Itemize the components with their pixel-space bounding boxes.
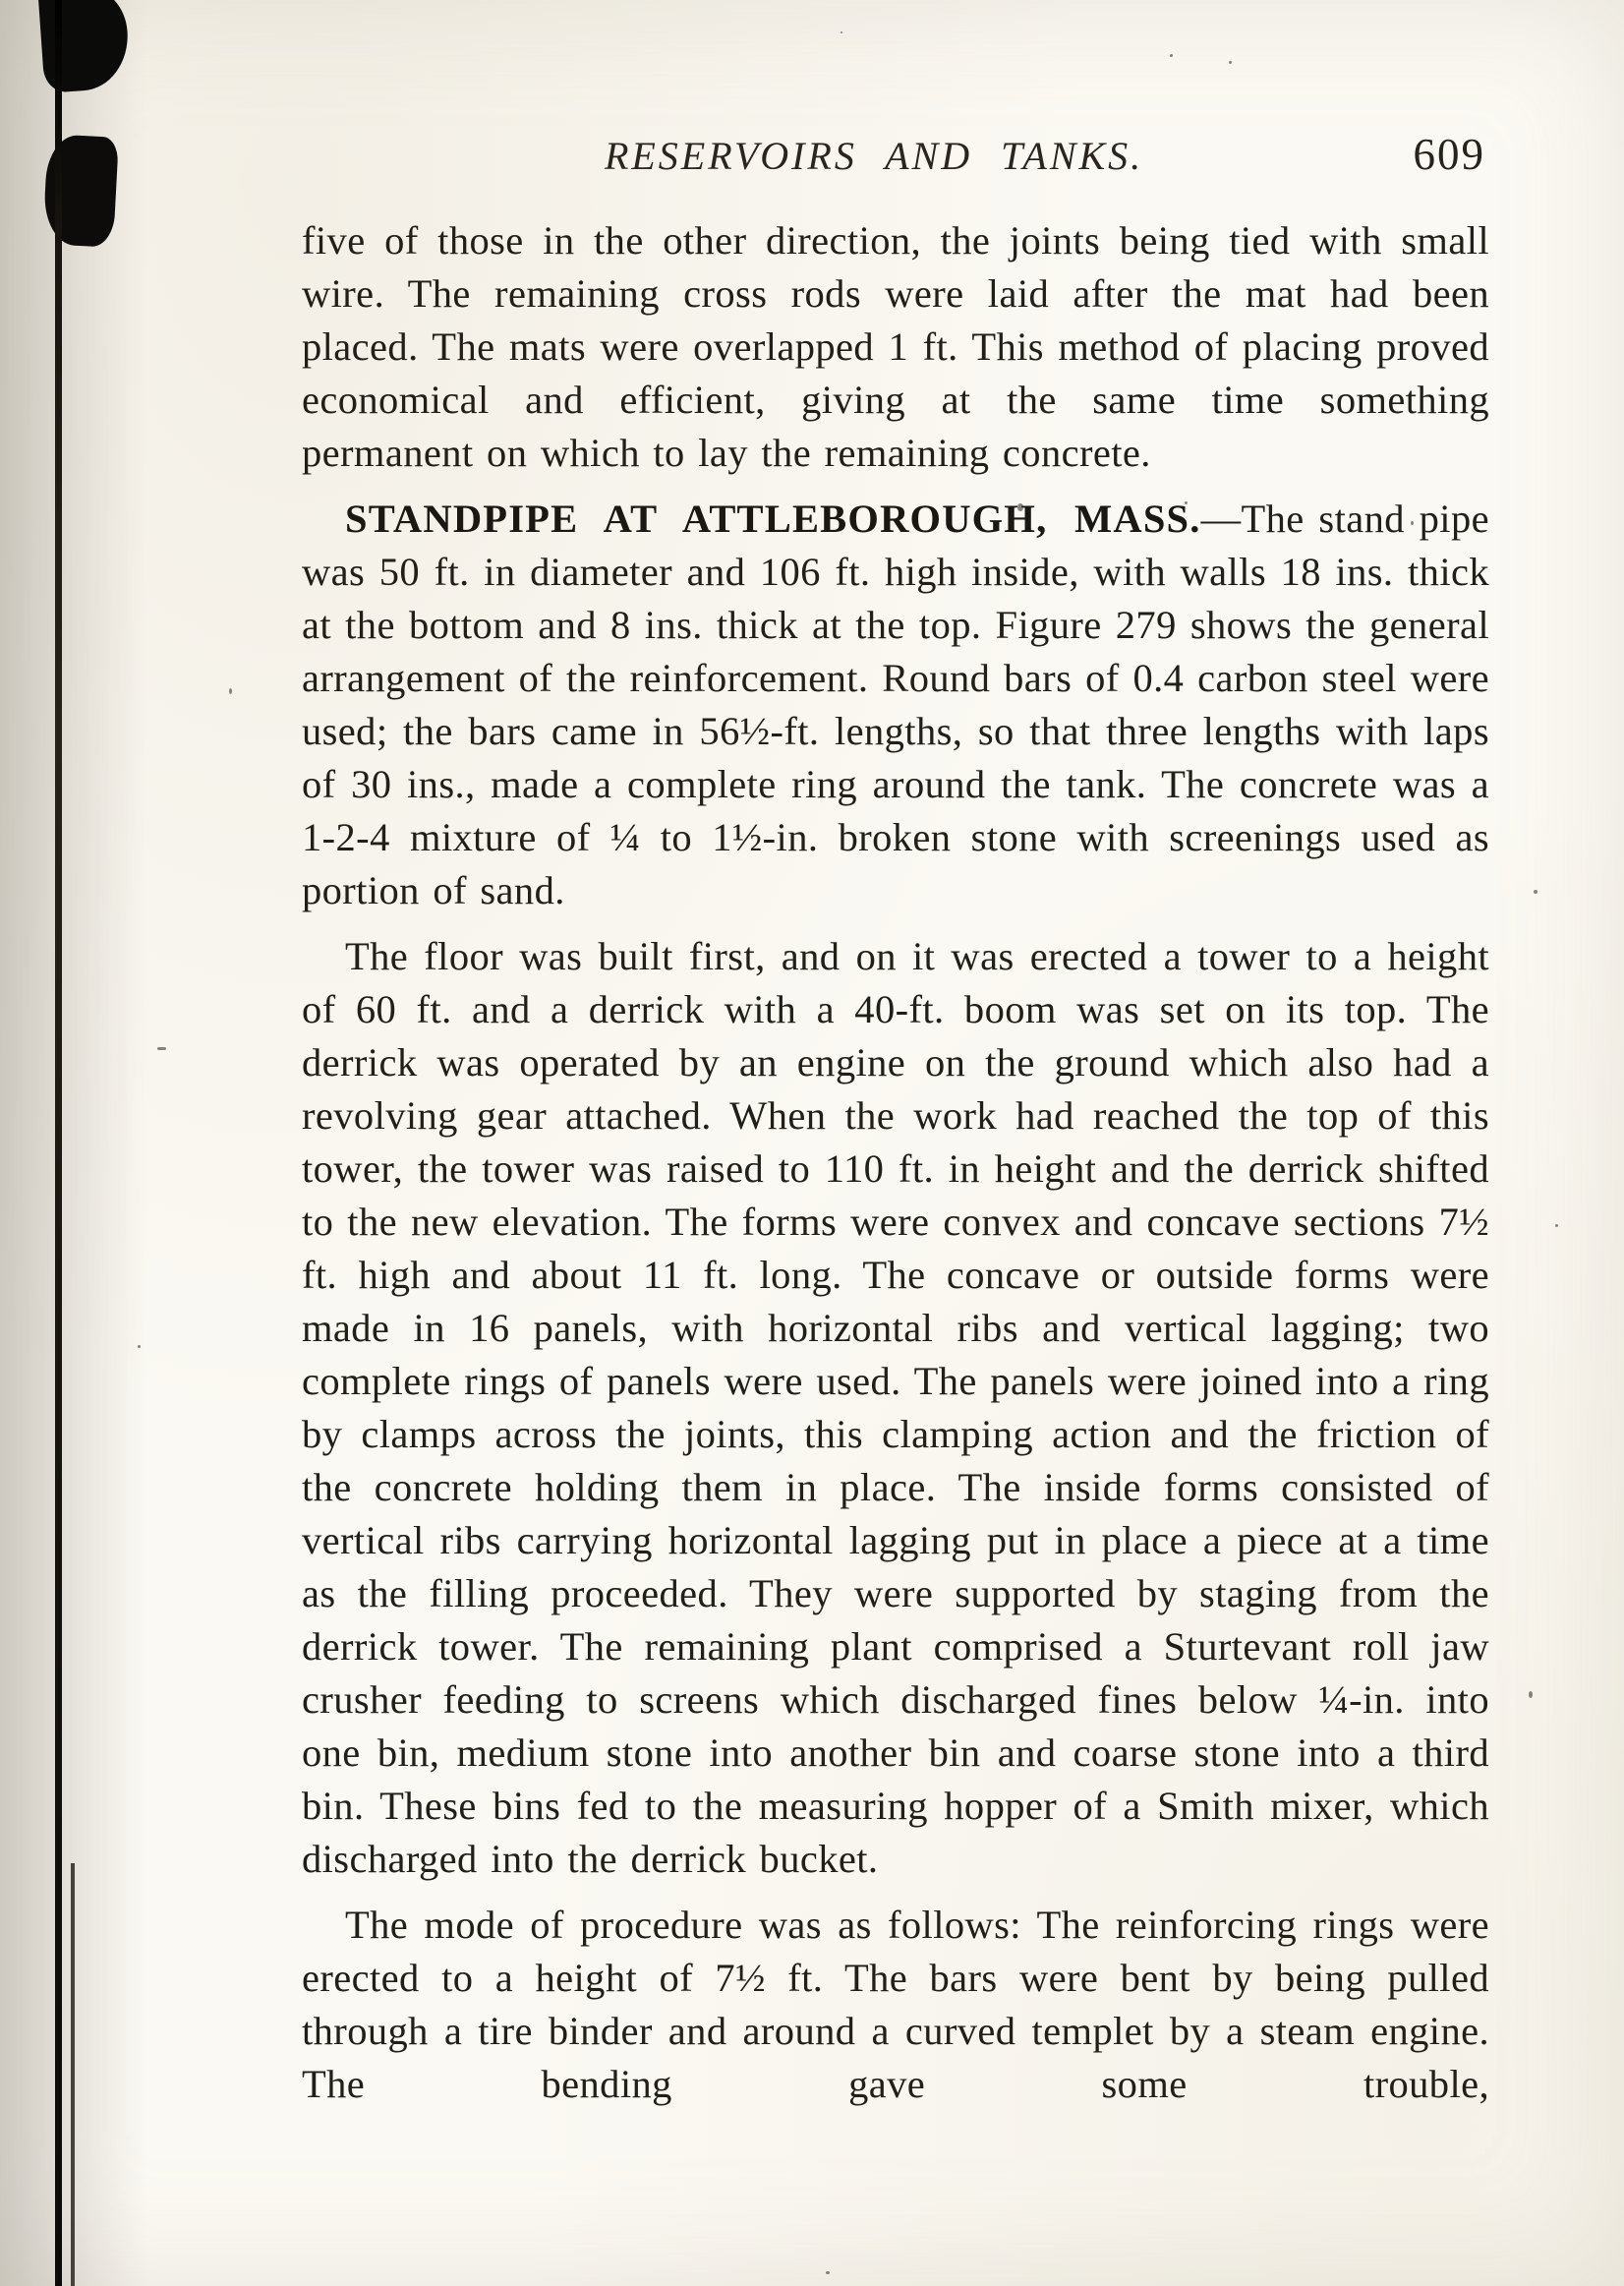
paragraph: five of those in the other direction, the joints being tied with small wire. The remaining cross rods were laid after the mat had been placed. The mats were overlapped 1 ft. This method of placing proved economical and efficient, giving at the same time something permanent on which to lay the remaining concrete.	[302, 218, 1489, 475]
scan-speck	[138, 1345, 141, 1348]
running-header-title: RESERVOIRS AND TANKS.	[604, 134, 1144, 178]
page-number: 609	[1413, 130, 1485, 179]
paragraph: The mode of procedure was as follows: The reinforcing rings were erected to a height of 7½ ft. The bars were bent by being pulled through a tire binder and around a curved templet by a steam engine. The bending gave some trouble,	[302, 1903, 1489, 2106]
scan-speck	[157, 1047, 166, 1050]
scan-speck	[1170, 54, 1173, 57]
paragraph: The floor was built first, and on it was erected a tower to a height of 60 ft. and a derrick with a 40-ft. boom was set on its top. The derrick was operated by an engine on the ground which also had a revolving gear attached. When the work had reached the top of this tower, the tower was raised to 110 ft. in height and the derrick shifted to the new elevation. The forms were convex and concave sections 7½ ft. high and about 11 ft. long. The concave or outside forms were made in 16 panels, with horizontal ribs and vertical lagging; two complete rings of panels were used. The panels were joined into a ring by clamps across the joints, this clamping action and the friction of the concrete holding them in place. The inside forms consisted of vertical ribs carrying horizontal lagging put in place a piece at a time as the filling proceeded. They were supported by staging from the derrick tower. The remaining plant comprised a Sturtevant roll jaw crusher feeding to screens which discharged fines below ¼-in. into one bin, medium stone into another bin and coarse stone into a third bin. These bins fed to the measuring hopper of a Smith mixer, which discharged into the derrick bucket.	[302, 934, 1489, 1881]
scan-speck	[841, 31, 842, 33]
scan-speck	[1529, 1691, 1533, 1698]
page-body	[302, 214, 1489, 2111]
ink-blot-second	[42, 134, 119, 248]
binding-line	[55, 0, 62, 2286]
scan-speck	[1534, 890, 1537, 894]
run-in-heading: STANDPIPE AT ATTLEBOROUGH, MASS.	[345, 497, 1201, 541]
scan-speck	[1555, 1224, 1558, 1227]
scan-speck	[1229, 61, 1232, 64]
scan-speck	[229, 688, 232, 694]
paragraph: STANDPIPE AT ATTLEBOROUGH, MASS.—The stand pipe was 50 ft. in diameter and 106 ft. high inside, with walls 18 ins. thick at the bottom and 8 ins. thick at the top. Figure 279 shows the general arrangement of the reinforcement. Round bars of 0.4 carbon steel were used; the bars came in 56½-ft. lengths, so that three lengths with laps of 30 ins., made a complete ring around the tank. The concrete was a 1-2-4 mixture of ¼ to 1½-in. broken stone with screenings used as portion of sand.	[302, 497, 1489, 912]
scan-speck	[826, 2271, 830, 2274]
running-header	[302, 130, 1489, 192]
binding-line-secondary	[71, 1863, 75, 2286]
